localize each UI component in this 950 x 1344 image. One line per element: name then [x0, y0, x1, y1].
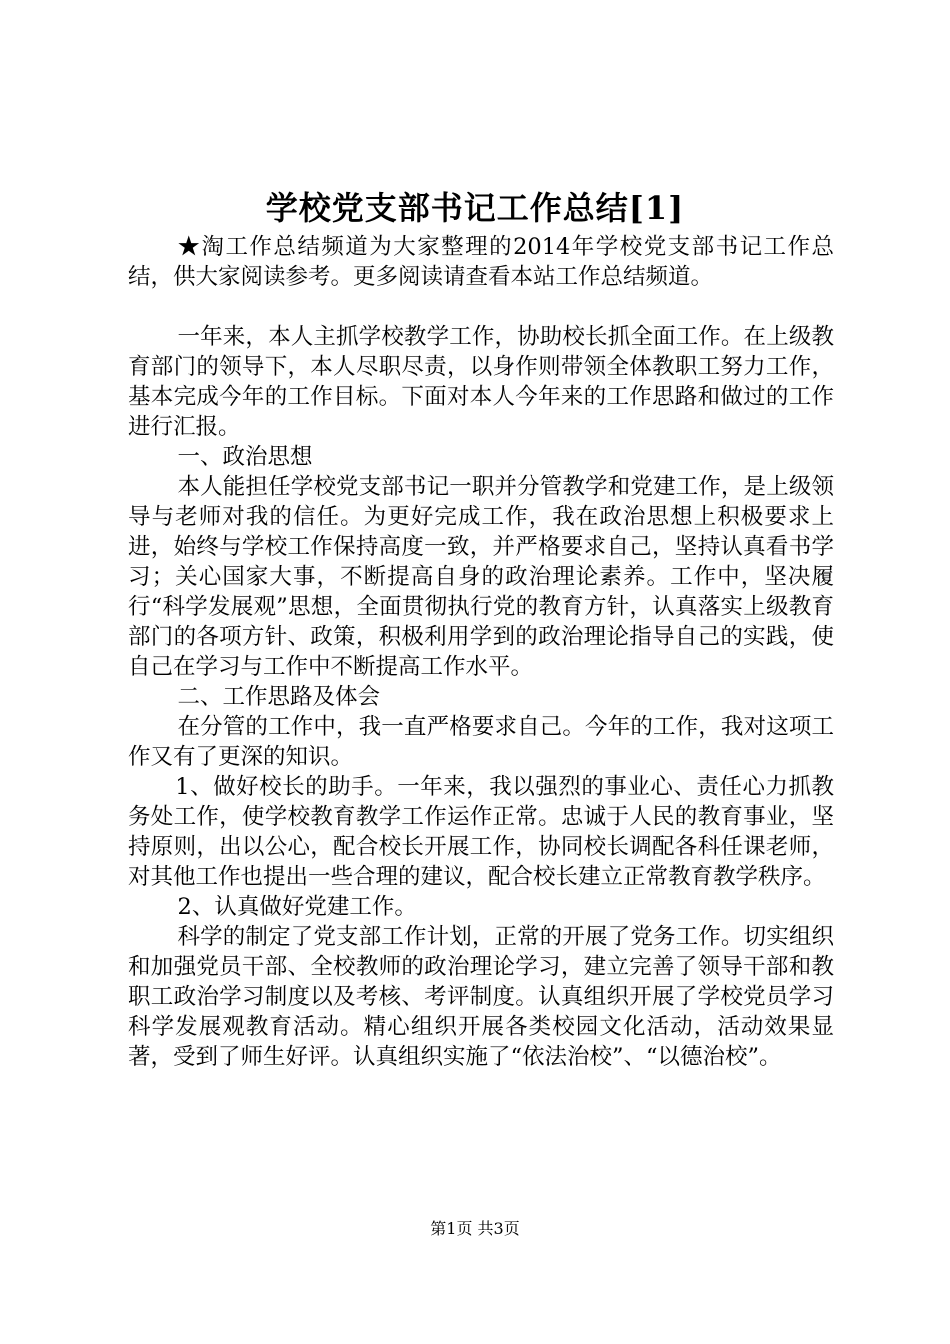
paragraph-assistant: 1、做好校长的助手。一年来，我以强烈的事业心、责任心力抓教务处工作，使学校教育教学工作运作正常。忠诚于人民的教育事业，坚持原则，出以公心，配合校长开展工作，协同校长调配各科任课老师，对其他工作也提出一些合理的建议，配合校长建立正常教育教学秩序。	[128, 774, 834, 890]
heading-work-ideas: 二、工作思路及体会	[177, 684, 381, 710]
document-body	[128, 232, 834, 1072]
paragraph-gap	[128, 292, 834, 322]
intro-paragraph: ★淘工作总结频道为大家整理的2014年学校党支部书记工作总结，供大家阅读参考。更多阅读请查看本站工作总结频道。	[128, 234, 834, 290]
paragraph-work-ideas: 在分管的工作中，我一直严格要求自己。今年的工作，我对这项工作又有了更深的知识。	[128, 714, 834, 770]
paragraph-overview: 一年来，本人主抓学校教学工作，协助校长抓全面工作。在上级教育部门的领导下，本人尽职尽责，以身作则带领全体教职工努力工作，基本完成今年的工作目标。下面对本人今年来的工作思路和做过的工作进行汇报。	[128, 324, 834, 440]
heading-political: 一、政治思想	[177, 444, 313, 470]
page-footer: 第1页 共3页	[430, 1219, 520, 1238]
document-title: 学校党支部书记工作总结[1]	[265, 189, 685, 227]
paragraph-party-building: 科学的制定了党支部工作计划，正常的开展了党务工作。切实组织和加强党员干部、全校教师的政治理论学习，建立完善了领导干部和教职工政治学习制度以及考核、考评制度。认真组织开展了学校党员学习科学发展观教育活动。精心组织开展各类校园文化活动，活动效果显著，受到了师生好评。认真组织实施了“依法治校”、“以德治校”。	[128, 924, 834, 1070]
paragraph-political: 本人能担任学校党支部书记一职并分管教学和党建工作，是上级领导与老师对我的信任。为更好完成工作，我在政治思想上积极要求上进，始终与学校工作保持高度一致，并严格要求自己，坚持认真看书学习；关心国家大事，不断提高自身的政治理论素养。工作中，坚决履行“科学发展观”思想，全面贯彻执行党的教育方针，认真落实上级教育部门的各项方针、政策，积极利用学到的政治理论指导自己的实践，使自己在学习与工作中不断提高工作水平。	[128, 474, 834, 680]
heading-party-building: 2、认真做好党建工作。	[177, 894, 417, 920]
